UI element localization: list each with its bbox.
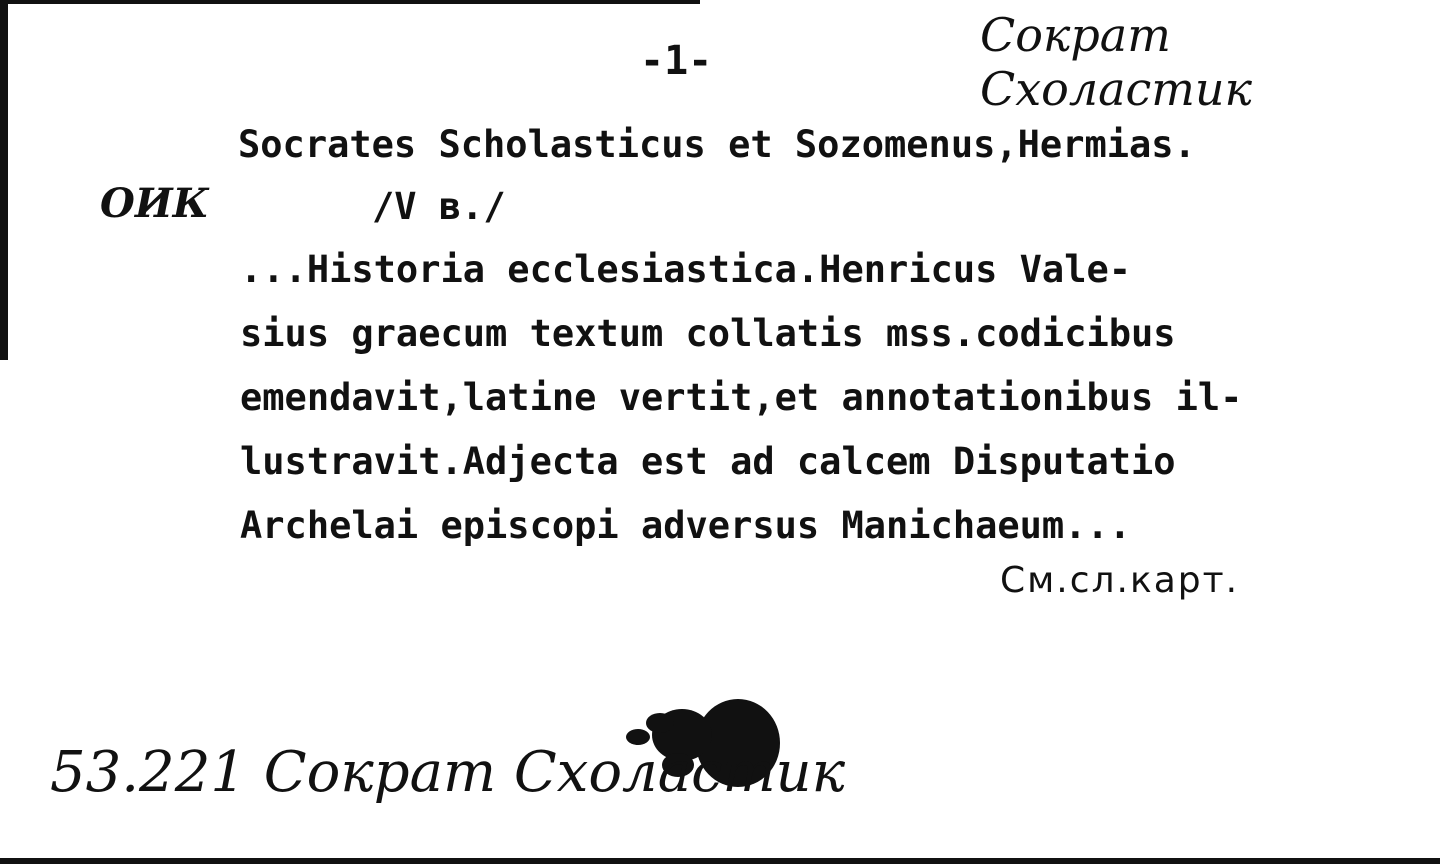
description-line: sius graecum textum collatis mss.codicibus bbox=[240, 312, 1176, 355]
card-description bbox=[240, 238, 1242, 558]
description-line: lustravit.Adjecta est ad calcem Disputatio bbox=[240, 440, 1176, 483]
handwritten-author-note: Сократ Схоластик bbox=[980, 8, 1253, 116]
scan-edge-left bbox=[0, 0, 8, 360]
handwritten-call-number: 53.221 Сократ Схоластик bbox=[50, 740, 846, 805]
scan-edge-bottom bbox=[0, 858, 1440, 864]
scan-edge-top bbox=[0, 0, 700, 4]
description-line: Archelai episcopi adversus Manichaeum... bbox=[240, 504, 1132, 547]
handwritten-department-tag: ОИК bbox=[100, 180, 210, 227]
description-line: ...Historia ecclesiastica.Henricus Vale- bbox=[240, 248, 1132, 291]
page-number: -1- bbox=[640, 38, 713, 84]
card-date: /V в./ bbox=[372, 185, 506, 228]
card-heading: Socrates Scholasticus et Sozomenus,Hermias. bbox=[238, 123, 1196, 166]
description-line: emendavit,latine vertit,et annotationibus il- bbox=[240, 376, 1243, 419]
see-next-card-note: См.сл.карт. bbox=[1000, 560, 1240, 601]
